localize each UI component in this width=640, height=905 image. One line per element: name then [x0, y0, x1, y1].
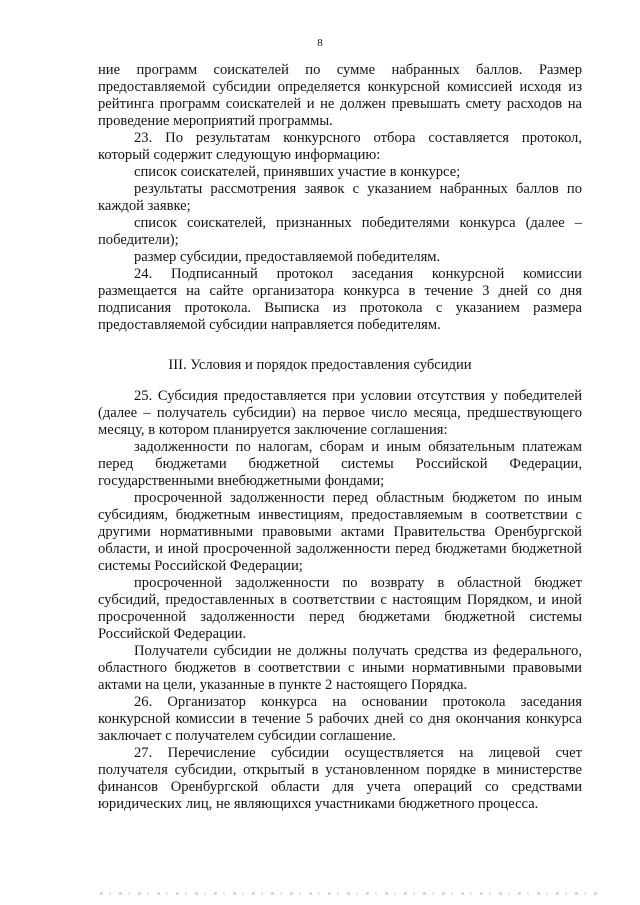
text-line: 24. Подписанный протокол заседания конкурсной комиссии [134, 266, 582, 282]
text-line: 27. Перечисление субсидии осуществляется на лицевой счет [134, 745, 582, 761]
text-line: юридических лиц, не являющихся участниками бюджетного процесса. [98, 796, 539, 812]
text-line: предоставляемой субсидии определяется конкурсной комиссией исходя из [98, 79, 582, 95]
text-line: конкурсной комиссии в течение 5 рабочих дней со дня окончания конкурса [98, 711, 582, 727]
text-line: список соискателей, принявших участие в конкурсе; [134, 164, 461, 180]
text-line: субсидий, предоставленных в соответствии с настоящим Порядком, и иной [98, 592, 582, 608]
page-number: 8 [317, 37, 323, 49]
text-line: проведение мероприятий программы. [98, 113, 333, 129]
text-line: государственными внебюджетными фондами; [98, 473, 385, 489]
text-line: актами на цели, указанные в пункте 2 настоящего Порядка. [98, 677, 468, 693]
section-heading: III. Условия и порядок предоставления субсидии [168, 357, 472, 373]
text-line: Получатели субсидии не должны получать средства из федерального, [134, 643, 582, 659]
text-line: просроченной задолженности перед областным бюджетом по иным [134, 490, 582, 506]
text-line: рейтинга программ соискателей и не должен превышать смету расходов на [98, 96, 582, 112]
text-line: просроченной задолженности перед бюджетами бюджетной системы [98, 609, 582, 625]
text-line: субсидиям, бюджетным инвестициям, предоставляемым в соответствии с [98, 507, 582, 523]
text-line: предоставляемой субсидии направляется победителям. [98, 317, 441, 333]
text-line: Российской Федерации. [98, 626, 247, 642]
text-line: 26. Организатор конкурса на основании протокола заседания [134, 694, 582, 710]
text-line: просроченной задолженности по возврату в областной бюджет [134, 575, 582, 591]
text-line: (далее – получатель субсидии) на первое число месяца, предшествующего [98, 405, 582, 421]
text-line: размер субсидии, предоставляемой победителям. [134, 249, 441, 265]
text-line: области, и иной просроченной задолженности перед бюджетами бюджетной [98, 541, 582, 557]
text-line: месяцу, в котором планируется заключение соглашения: [98, 422, 448, 438]
text-line: список соискателей, признанных победителями конкурса (далее – [134, 215, 582, 231]
text-line: областного бюджетов в соответствии с иными нормативными правовыми [98, 660, 582, 676]
text-line: заключает с получателем субсидии соглашение. [98, 728, 396, 744]
text-line: финансов Оренбургской области для учета операций со средствами [98, 779, 582, 795]
text-line: ние программ соискателей по сумме набранных баллов. Размер [98, 62, 582, 78]
text-line: 23. По результатам конкурсного отбора составляется протокол, [134, 130, 582, 146]
text-line: перед бюджетами бюджетной системы Российской Федерации, [98, 456, 582, 472]
text-line: каждой заявке; [98, 198, 191, 214]
text-line: получателя субсидии, открытый в установленном порядке в министерстве [98, 762, 582, 778]
text-line: задолженности по налогам, сборам и иным обязательным платежам [134, 439, 582, 455]
text-line: подписания протокола. Выписка из протокола с указанием размера [98, 300, 582, 316]
text-line: другими нормативными правовыми актами Правительства Оренбургской [98, 524, 582, 540]
text-line: размещается на сайте организатора конкурса в течение 3 дней со дня [98, 283, 582, 299]
text-line: который содержит следующую информацию: [98, 147, 381, 163]
scan-artifact [100, 892, 600, 895]
text-line: победители); [98, 232, 179, 248]
text-line: результаты рассмотрения заявок с указанием набранных баллов по [134, 181, 582, 197]
text-line: системы Российской Федерации; [98, 558, 303, 574]
text-line: 25. Субсидия предоставляется при условии отсутствия у победителей [134, 388, 582, 404]
